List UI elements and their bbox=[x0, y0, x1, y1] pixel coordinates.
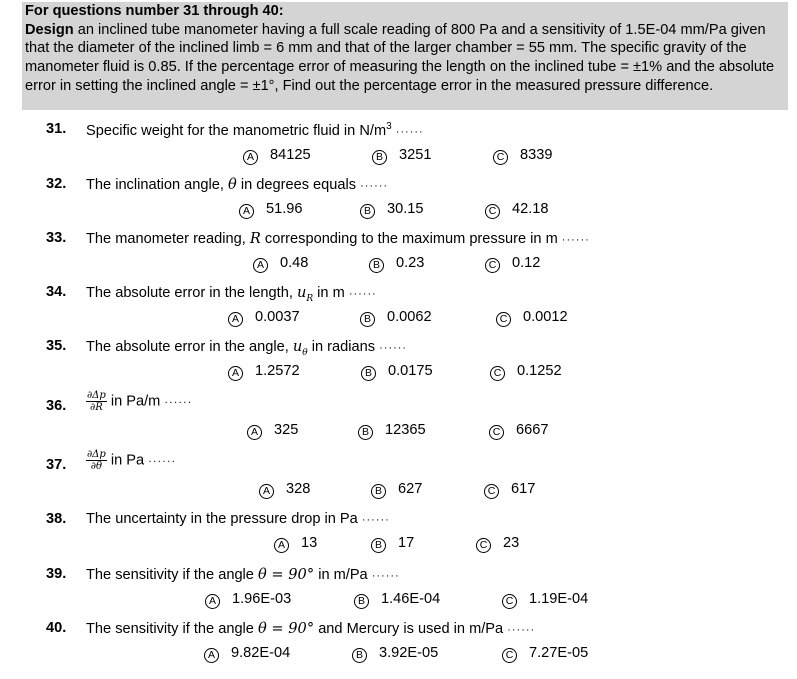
question-text: The absolute error in the length, $u_R$ in m ······ bbox=[86, 284, 377, 304]
instructions-body bbox=[25, 21, 785, 96]
option-b-icon: B bbox=[354, 594, 369, 609]
question-number: 37. bbox=[46, 457, 67, 473]
option-b-icon: B bbox=[352, 648, 367, 663]
option-a-icon: A bbox=[247, 425, 262, 440]
option-c[interactable]: C 617 bbox=[484, 481, 535, 499]
option-c-icon: C bbox=[485, 204, 500, 219]
question-text: The sensitivity if the angle θ = 90° and Mercury is used in m/Pa ······ bbox=[86, 620, 536, 637]
option-c[interactable]: C 7.27E-05 bbox=[502, 645, 588, 663]
option-a[interactable]: A 1.96E-03 bbox=[205, 591, 291, 609]
option-c-icon: C bbox=[489, 425, 504, 440]
fraction: $\frac{\partial\Delta p}{\partial R}$ bbox=[87, 390, 106, 413]
option-a[interactable]: A 0.0037 bbox=[228, 309, 300, 327]
question-number: 34. bbox=[46, 284, 67, 300]
option-a-icon: A bbox=[205, 594, 220, 609]
option-b-icon: B bbox=[371, 484, 386, 499]
option-a-icon: A bbox=[228, 366, 243, 381]
instructions-box bbox=[22, 2, 788, 110]
option-a[interactable]: A 1.2572 bbox=[228, 363, 300, 381]
question-number: 35. bbox=[46, 338, 67, 354]
instructions-title: For questions number 31 through 40: bbox=[25, 3, 284, 19]
question-number: 36. bbox=[46, 398, 67, 414]
question-number: 40. bbox=[46, 620, 67, 636]
option-b-icon: B bbox=[369, 258, 384, 273]
option-b[interactable]: B 627 bbox=[371, 481, 422, 499]
option-c-icon: C bbox=[493, 150, 508, 165]
instructions-text: an inclined tube manometer having a full scale reading of 800 Pa and a sensitivity of 1.5E-04 mm/Pa given that the diameter of the inclined limb = 6 mm and that of the larger chamber = 55 mm. The specific gravity of the manometer fluid is 0.85. If the percentage error of measuring the length on the inclined tube = ±1% and the absolute error in setting the inclined angle = ±1°, Find out the percentage error in the measured pressure difference. bbox=[25, 21, 775, 94]
question-text: $\frac{\partial\Delta p}{\partial\theta}$ in Pa ······ bbox=[87, 449, 177, 472]
question-number: 31. bbox=[46, 121, 67, 137]
option-c-icon: C bbox=[496, 312, 511, 327]
option-a[interactable]: A 325 bbox=[247, 422, 298, 440]
option-b[interactable]: B 0.0175 bbox=[361, 363, 433, 381]
option-c[interactable]: C 0.1252 bbox=[490, 363, 562, 381]
option-c-icon: C bbox=[502, 594, 517, 609]
question-text: Specific weight for the manometric fluid in $N/m^3$ ······ bbox=[86, 121, 424, 139]
option-c[interactable]: C 6667 bbox=[489, 422, 548, 440]
option-a-icon: A bbox=[228, 312, 243, 327]
option-b[interactable]: B 0.0062 bbox=[360, 309, 432, 327]
option-b[interactable]: B 3.92E-05 bbox=[352, 645, 438, 663]
question-number: 32. bbox=[46, 176, 67, 192]
option-c[interactable]: C 0.12 bbox=[485, 255, 540, 273]
option-a-icon: A bbox=[243, 150, 258, 165]
option-c[interactable]: C 42.18 bbox=[485, 201, 549, 219]
question-text: The sensitivity if the angle θ = 90° in m/Pa ······ bbox=[86, 566, 400, 583]
question-number: 33. bbox=[46, 230, 67, 246]
option-c[interactable]: C 1.19E-04 bbox=[502, 591, 588, 609]
option-b-icon: B bbox=[360, 204, 375, 219]
option-b-icon: B bbox=[371, 538, 386, 553]
option-a-icon: A bbox=[259, 484, 274, 499]
option-b[interactable]: B 30.15 bbox=[360, 201, 424, 219]
option-c-icon: C bbox=[485, 258, 500, 273]
option-c-icon: C bbox=[490, 366, 505, 381]
option-c-icon: C bbox=[476, 538, 491, 553]
question-text: The absolute error in the angle, $u_\theta$ in radians ······ bbox=[86, 338, 408, 358]
option-a[interactable]: A 13 bbox=[274, 535, 317, 553]
option-c[interactable]: C 8339 bbox=[493, 147, 552, 165]
option-b-icon: B bbox=[361, 366, 376, 381]
question-number: 39. bbox=[46, 566, 67, 582]
option-a[interactable]: A 328 bbox=[259, 481, 310, 499]
option-b-icon: B bbox=[358, 425, 373, 440]
question-text: $\frac{\partial\Delta p}{\partial R}$ in Pa/m ······ bbox=[87, 390, 193, 413]
option-a[interactable]: A 9.82E-04 bbox=[204, 645, 290, 663]
fraction: $\frac{\partial\Delta p}{\partial\theta}$ bbox=[87, 449, 106, 472]
option-b-icon: B bbox=[372, 150, 387, 165]
option-a-icon: A bbox=[253, 258, 268, 273]
question-text: The manometer reading, R corresponding to the maximum pressure in m ······ bbox=[86, 230, 590, 247]
option-a[interactable]: A 84125 bbox=[243, 147, 311, 165]
option-c-icon: C bbox=[502, 648, 517, 663]
option-a[interactable]: A 51.96 bbox=[239, 201, 303, 219]
option-c[interactable]: C 0.0012 bbox=[496, 309, 568, 327]
option-a-icon: A bbox=[204, 648, 219, 663]
question-number: 38. bbox=[46, 511, 67, 527]
option-b[interactable]: B 17 bbox=[371, 535, 414, 553]
option-b[interactable]: B 12365 bbox=[358, 422, 426, 440]
option-c-icon: C bbox=[484, 484, 499, 499]
option-b[interactable]: B 1.46E-04 bbox=[354, 591, 440, 609]
option-a-icon: A bbox=[239, 204, 254, 219]
option-b[interactable]: B 3251 bbox=[372, 147, 431, 165]
question-text: The inclination angle, θ in degrees equals ······ bbox=[86, 176, 389, 193]
option-c[interactable]: C 23 bbox=[476, 535, 519, 553]
design-word: Design bbox=[25, 21, 74, 38]
option-b[interactable]: B 0.23 bbox=[369, 255, 424, 273]
option-a-icon: A bbox=[274, 538, 289, 553]
question-text: The uncertainty in the pressure drop in Pa ······ bbox=[86, 511, 390, 527]
option-a[interactable]: A 0.48 bbox=[253, 255, 308, 273]
option-b-icon: B bbox=[360, 312, 375, 327]
